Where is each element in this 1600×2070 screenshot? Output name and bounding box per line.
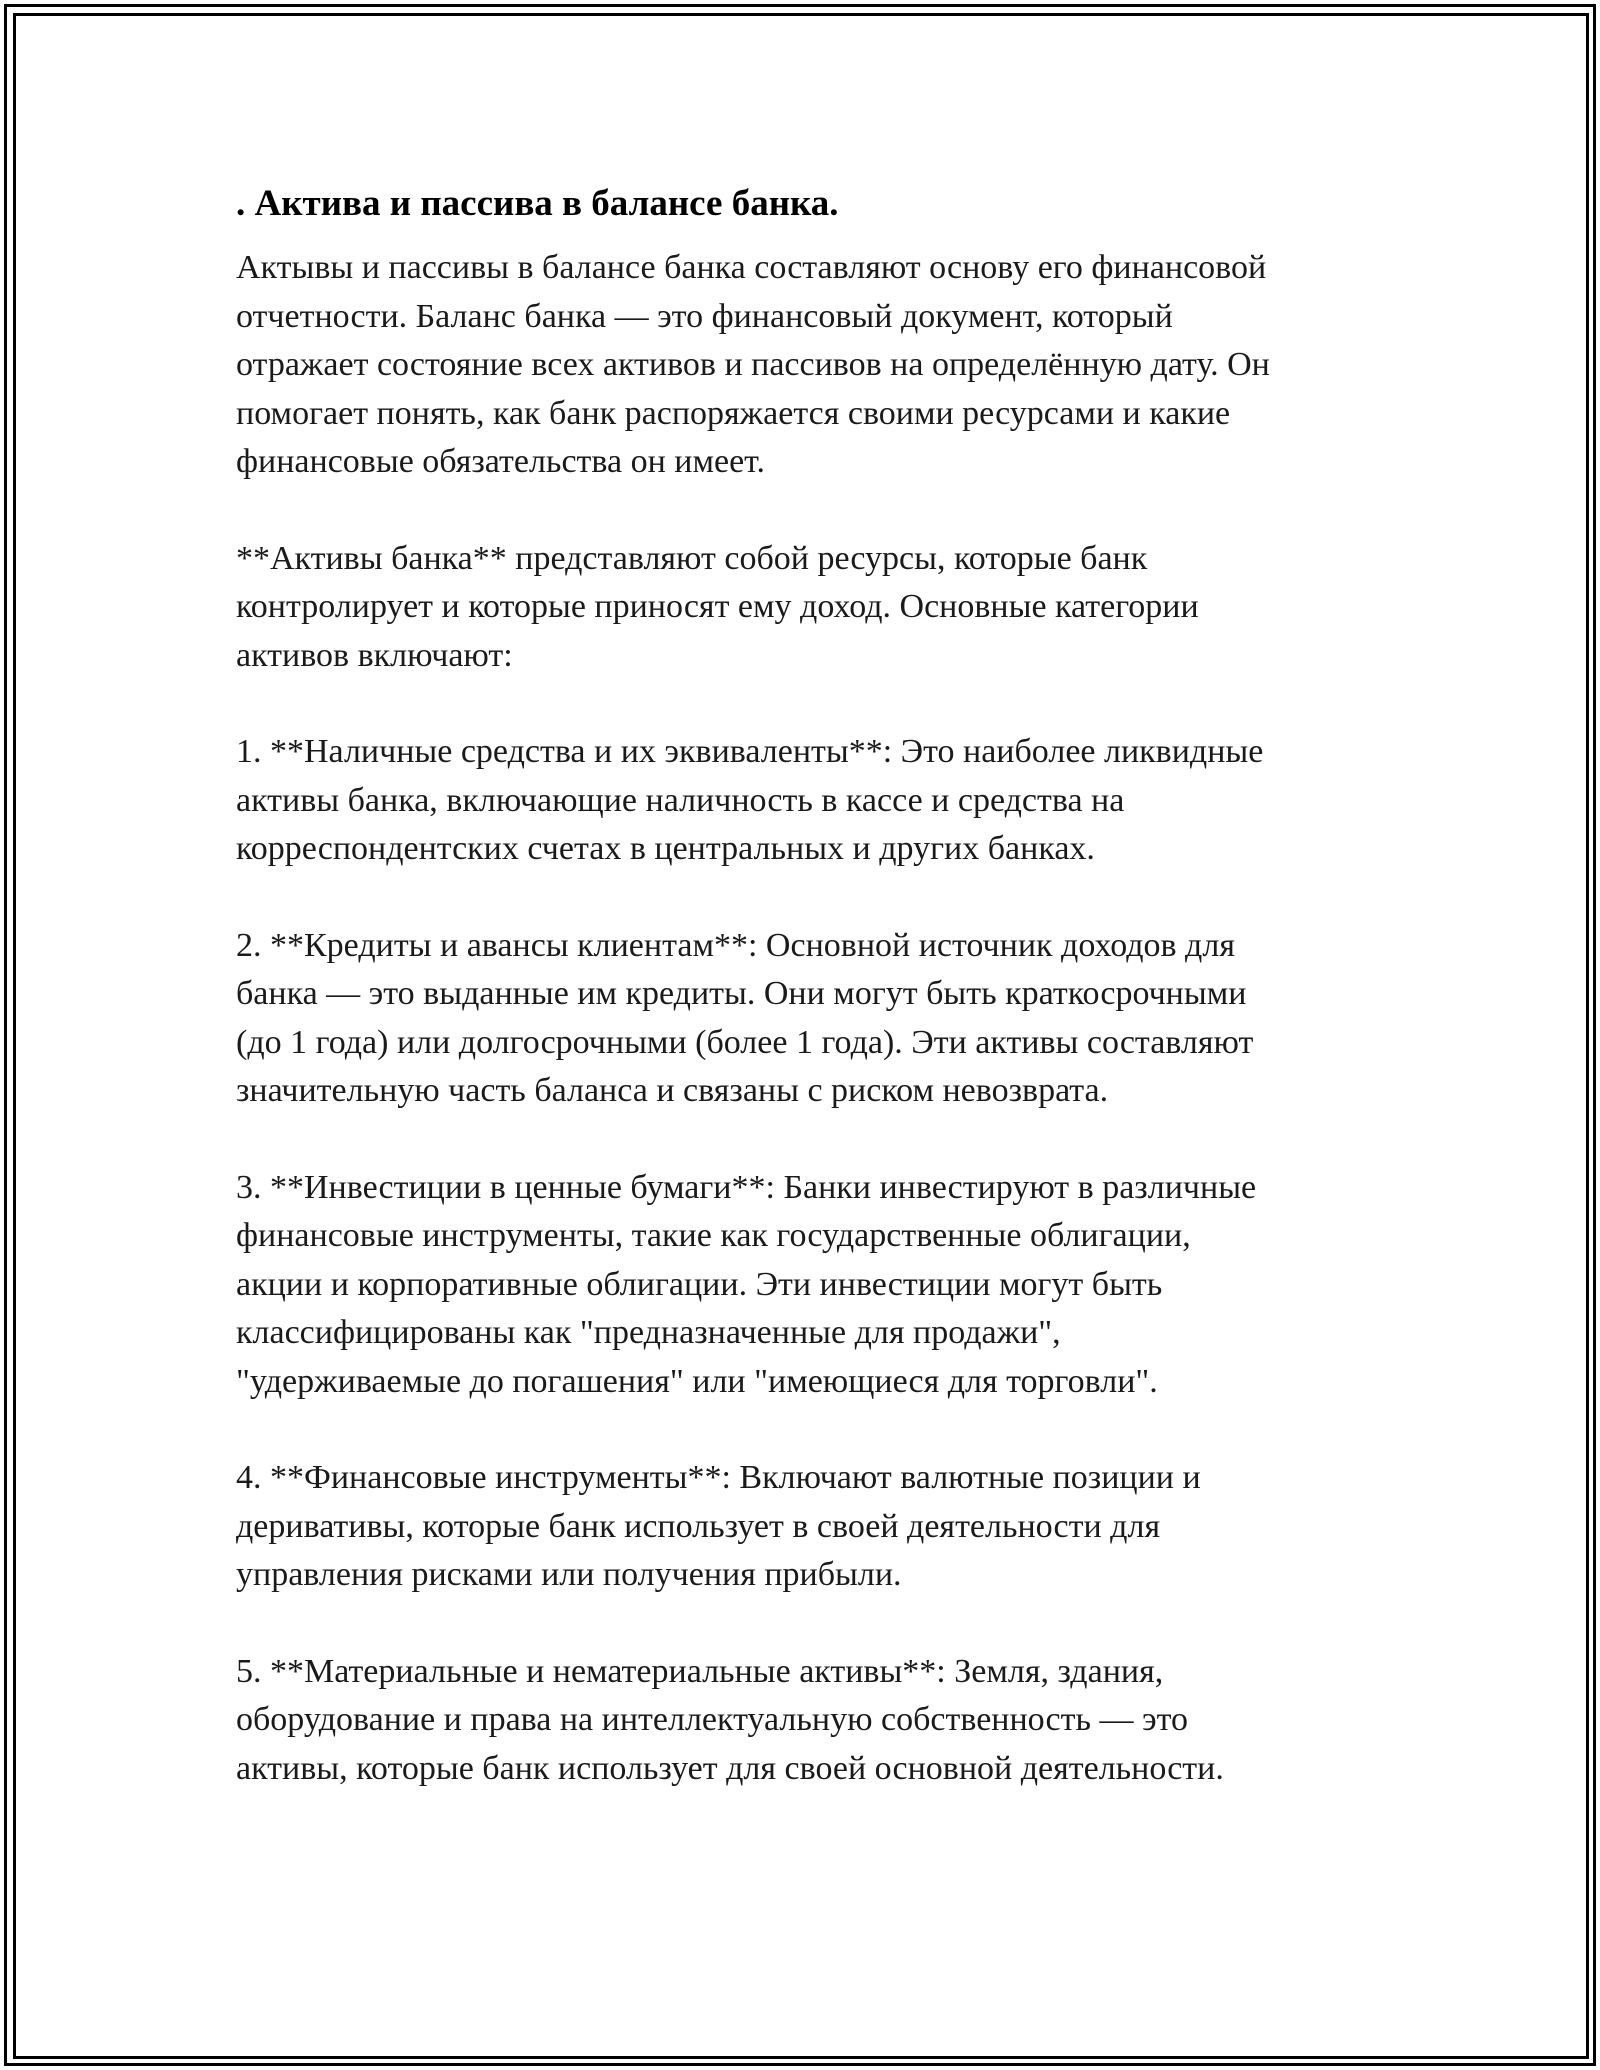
list-item-cash: 1. **Наличные средства и их эквиваленты**: Это наиболее ликвидные активы банка, включающие наличность в кассе и средства на корреспондентских счетах в центральных и других банках. xyxy=(236,733,1264,868)
paragraph-intro: Актывы и пассивы в балансе банка составляют основу его финансовой отчетности. Баланс банка — это финансовый документ, который отражает состояние всех активов и пассивов на определённую дату. Он помогает понять, как банк распоряжается своими ресурсами и какие финансовые обязательства он имеет. xyxy=(236,249,1270,481)
list-item-loans: 2. **Кредиты и авансы клиентам**: Основной источник доходов для банка — это выданные им кредиты. Они могут быть краткосрочными (до 1 года) или долгосрочными (более 1 года). Эти активы составляют значительную часть баланса и связаны с риском невозврата. xyxy=(236,926,1254,1110)
document-title: . Актива и пассива в балансе банка. xyxy=(236,183,839,224)
document-body xyxy=(236,180,1376,1841)
list-item-tangible-intangible-assets: 5. **Материальные и нематериальные активы**: Земля, здания, оборудование и права на интеллектуальную собственность — это активы, которые банк использует для своей основной деятельности. xyxy=(236,1652,1224,1787)
paragraph-assets-definition: **Активы банка** представляют собой ресурсы, которые банк контролирует и которые приносят ему доход. Основные категории активов включают: xyxy=(236,539,1199,674)
list-item-financial-instruments: 4. **Финансовые инструменты**: Включают валютные позиции и деривативы, которые банк использует в своей деятельности для управления рисками или получения прибыли. xyxy=(236,1459,1201,1594)
list-item-securities: 3. **Инвестиции в ценные бумаги**: Банки инвестируют в различные финансовые инструменты, такие как государственные облигации, акции и корпоративные облигации. Эти инвестиции могут быть классифицированы как "предназначенные для продажи", "удерживаемые до погашения" или "имеющиеся для торговли". xyxy=(236,1168,1257,1400)
